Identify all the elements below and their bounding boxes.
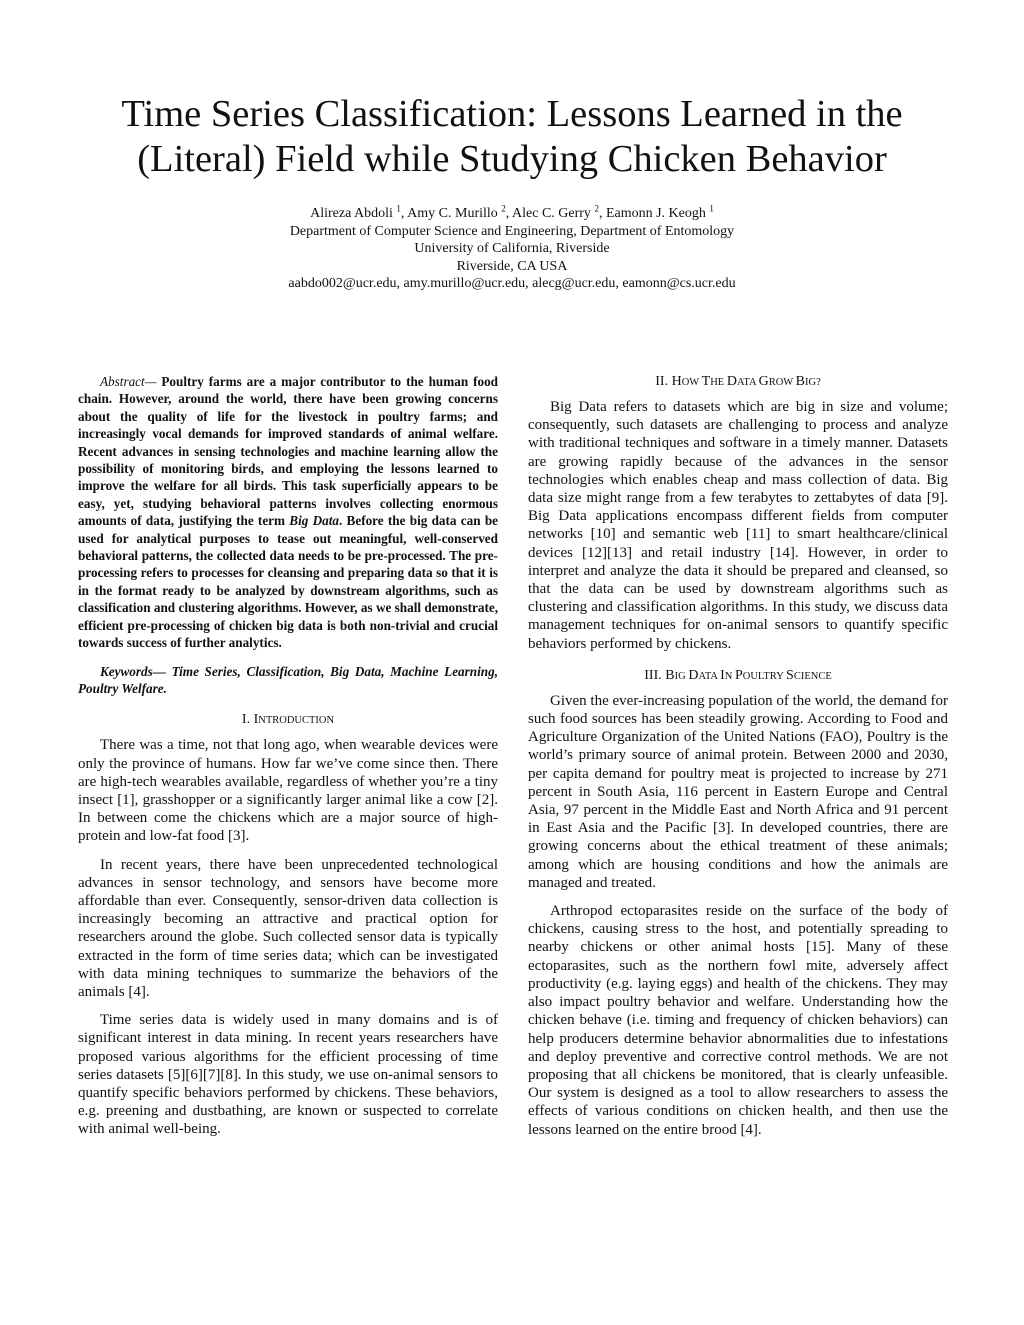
author-location: Riverside, CA USA	[456, 258, 568, 274]
intro-paragraph-3: Time series data is widely used in many domains and is of significant interest in data mining. In recent years researchers have proposed various algorithms for the efficient processing of time series datasets [5][6][7][8]. In this study, we use on-animal sensors to quantify specific behaviors performed by chickens. These behaviors, e.g. preening and dustbathing, are known or suspected to correlate with animal well-being.	[78, 1012, 498, 1138]
heading-smallcaps: ROW	[768, 377, 796, 388]
heading-smallcaps: IG	[674, 670, 689, 682]
heading-capital: T	[701, 374, 711, 389]
abstract-text-b: . Before the big data can be used for analytical purposes to tease out meaningful, well-conserved behavioral patterns, the collected data needs to be pre-processed. The pre-processing refers to processes for cleansing and preparing data so that it is in the format ready to be analyzed by downstream algorithms, such as classification and clustering algorithms. However, as we shall demonstrate, efficient pre-processing of chicken big data is both non-trivial and crucial towards success of further analytics.	[78, 513, 499, 651]
section-number: II.	[655, 374, 672, 389]
heading-smallcaps: ATA	[698, 670, 721, 682]
author-separator: ,	[598, 206, 606, 221]
intro-paragraph-1: There was a time, not that long ago, when wearable devices were only the province of humans. How far we’ve come since then. There are high-tech wearables available, regardless of whether you’re a tiny insect [1], grasshopper or a significantly larger animal like a cow [2]. In between come the chickens which are a major source of high-protein and low-fat food [3].	[78, 737, 498, 845]
abstract	[78, 373, 498, 652]
heading-capital: D	[688, 667, 699, 683]
title-line-1: Time Series Classification: Lessons Learned in the	[121, 93, 903, 135]
heading-capital: S	[786, 667, 794, 683]
heading-smallcaps: IG?	[804, 377, 821, 388]
heading-capital: B	[665, 667, 675, 683]
keywords	[78, 663, 498, 698]
intro-paragraph-2: In recent years, there have been unprecedented technological advances in sensor technology, and sensors have become more affordable than ever. Consequently, sensor-driven data collection is increasingly becoming an attractive and practical option for researchers around the globe. Such collected sensor data is typically extracted in the form of time series data; which can be investigated with data mining techniques to summarize the behaviors of the animals [4].	[78, 856, 498, 1000]
author-separator: ,	[505, 206, 513, 221]
heading-smallcaps: NTRODUCTION	[258, 715, 335, 727]
author-university: University of California, Riverside	[414, 241, 610, 257]
author-affiliation: 1	[709, 203, 714, 214]
author-names	[160, 205, 864, 223]
heading-smallcaps: CIENCE	[793, 670, 832, 682]
section-heading-introduction	[78, 711, 498, 730]
heading-smallcaps: OW	[681, 377, 702, 388]
title-line-2: (Literal) Field while Studying Chicken Behavior	[137, 138, 887, 180]
author-name: Alireza Abdoli	[310, 206, 397, 221]
keywords-text: Time Series, Classification, Big Data, Machine Learning, Poultry Welfare.	[78, 663, 498, 696]
heading-capital: B	[795, 374, 805, 389]
heading-capital: I	[253, 712, 259, 728]
big-data-paragraph-1: Big Data refers to datasets which are big in size and volume; consequently, such datasets are challenging to process and analyze with traditional techniques and software in a timely manner. Datasets are growing rapidly because of the advances in the sensor technologies which enables cheap and mass collection of data. Big data size might range from a few terabytes to zettabytes of data [9]. Big Data applications encompass different fields from computer networks [10] and semantic web [11] to smart healthcare/clinical devices [12][13] and retail industry [14]. However, in order to interpret and analyze the data it should be prepared and cleansed, so that the data can be used by downstream algorithms such as clustering and classification algorithms. In this study, we discuss data management techniques for on-animal sensors to quantify specific behaviors performed by chickens.	[528, 399, 948, 652]
abstract-label: Abstract—	[100, 374, 157, 389]
keywords-label: Keywords—	[100, 663, 166, 679]
author-affiliation: 2	[594, 203, 599, 214]
author-name: Amy C. Murillo	[407, 206, 502, 221]
left-column	[78, 373, 498, 1149]
author-name: Alec C. Gerry	[512, 206, 595, 221]
paper-title	[60, 92, 964, 182]
heading-capital: H	[671, 374, 682, 389]
author-department: Department of Computer Science and Engineering, Department of Entomology	[289, 223, 735, 239]
author-emails: aabdo002@ucr.edu, amy.murillo@ucr.edu, alecg@ucr.edu, eamonn@cs.ucr.edu	[288, 276, 736, 292]
heading-smallcaps: ATA	[736, 377, 759, 388]
right-column	[528, 373, 948, 1149]
author-affiliation: 2	[501, 203, 506, 214]
heading-capital: D	[726, 374, 737, 389]
section-number: III.	[644, 667, 666, 683]
poultry-paragraph-2: Arthropod ectoparasites reside on the surface of the body of chickens, causing stress to the host, and potentially spreading to nearby chickens or other animal hosts [15]. Many of these ectoparasites, such as the northern fowl mite, adversely affect productivity (e.g. laying eggs) and health of the chickens. They may also impact poultry behavior and welfare. Understanding how the chicken behave (i.e. timing and frequency of chicken behaviors) can help producers determine behavior abnormalities due to infestations and deploy preventive and corrective control methods. We are not proposing that all chickens be monitored, that is clearly unfeasible. Our system is designed as a tool to allow researchers to assess the effects of various conditions on chicken health, and then use the lessons learned on the entire brood [4].	[528, 903, 948, 1138]
section-heading-poultry-science	[528, 667, 948, 686]
section-heading-big-data	[528, 373, 948, 392]
heading-capital: P	[734, 667, 743, 683]
section-number: I.	[241, 712, 254, 728]
heading-capital: G	[758, 374, 769, 389]
abstract-term: Big Data	[289, 513, 339, 529]
author-affiliation: 1	[396, 203, 401, 214]
heading-smallcaps: N	[724, 670, 735, 682]
author-name: Eamonn J. Keogh	[605, 206, 710, 221]
abstract-text-a: Poultry farms are a major contributor to the human food chain. However, around the world, there have been growing concerns about the quality of life for the livestock in poultry farms; and increasingly vocal demands for improved standards of animal welfare. Recent advances in sensing technologies and machine learning allow the possibility of monitoring birds, and employing the lessons learned to improve the welfare for all birds. This task superficially appears to be easy, yet, studying behavioral patterns involves collecting enormous amounts of data, justifying the term	[78, 374, 498, 529]
author-separator: ,	[400, 206, 408, 221]
heading-smallcaps: HE	[710, 377, 727, 388]
author-block	[160, 205, 864, 293]
heading-smallcaps: OULTRY	[742, 670, 787, 682]
heading-capital: I	[720, 667, 725, 683]
poultry-paragraph-1: Given the ever-increasing population of the world, the demand for such food sources has been steadily growing. According to Food and Agriculture Organization of the United Nations (FAO), Poultry is the world’s primary source of animal protein. Between 2000 and 2030, per capita demand for poultry meat is projected to increase by 271 percent in South Asia, 116 percent in Eastern Europe and Central Asia, 97 percent in the Middle East and North Africa and 91 percent in East Asia and the Pacific [3]. In developed countries, there are growing concerns about the ethical treatment of these animals; among which are housing conditions and how the animals are managed and treated.	[528, 692, 948, 891]
